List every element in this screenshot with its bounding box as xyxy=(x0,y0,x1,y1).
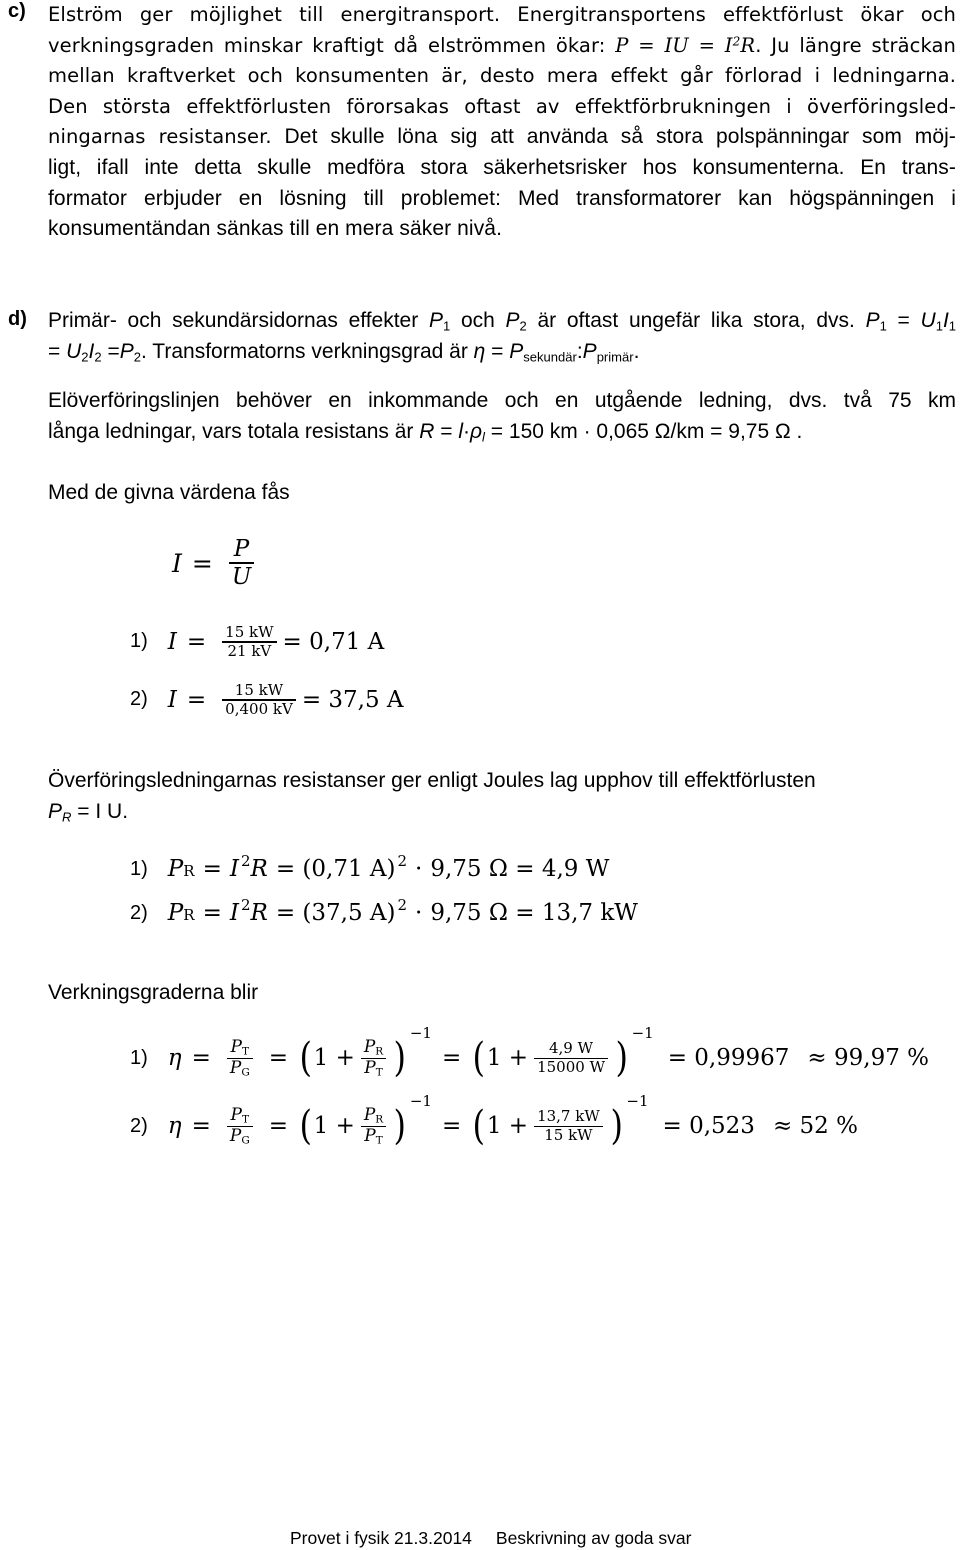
text-line: Elström ger möjlighet till energitransport. Energitransportens effektförlust ökar och xyxy=(48,3,956,26)
text-line: långa ledningar, vars totala resistans är $R = l\cdot\rho_l = 150$ km · 0,065 Ω/km = 9,75 Ω . xyxy=(48,419,803,444)
power-formula: P = IU = $I^2R$ xyxy=(615,33,756,57)
efficiency-calc-1: 1) η = $\frac{P_T}{P_G}$ = ( 1 + $\frac{P_R}{P_T}$ ) −1 = ( 1 + $\frac{4,9 W}{15000 W}$ ) −1 = 0,99967 ≈ 99,97 % xyxy=(130,1024,930,1082)
footer-left: Provet i fysik 21.3.2014 xyxy=(290,1528,472,1548)
text-segment: verkningsgraden minskar kraftigt då elströmmen ökar: xyxy=(48,33,606,57)
text-line: ligt, ifall inte detta skulle medföra stora säkerhetsrisker hos konsumenterna. En trans- xyxy=(48,155,956,179)
text-line: = $U_2I_2 =P_2$. Transformatorns verkningsgrad är $\eta = P_{sekundär}:P_{primär}$. xyxy=(48,339,640,364)
transmission-line-text xyxy=(48,386,956,447)
joule-text xyxy=(48,766,956,827)
text-line: mellan kraftverket och konsumenten är, desto mera effekt går förlorad i ledningarna. xyxy=(48,64,956,88)
text-line: Överföringsledningarnas resistanser ger enligt Joules lag upphov till effektförlusten xyxy=(48,769,816,792)
text-line: konsumentändan sänkas till en mera säker nivå. xyxy=(48,217,503,241)
loss-calc-1: 1) P R = I 2 R = (0,71 A) 2 · 9,75 Ω = 4,9 W xyxy=(130,852,610,882)
efficiency-text xyxy=(48,978,956,1009)
section-c-label: c) xyxy=(8,0,26,22)
footer-right: Beskrivning av goda svar xyxy=(495,1528,692,1548)
text-segment: Ju längre sträckan xyxy=(771,33,956,57)
efficiency-calc-2: 2) η = $\frac{P_T}{P_G}$ = ( 1 + $\frac{P_R}{P_T}$ ) −1 = ( 1 + $\frac{13,7 kW}{15 kW}$ ) −1 = 0,523 ≈ 52 % xyxy=(130,1092,858,1150)
section-d-label: d) xyxy=(8,308,27,330)
text-line: verkningsgraden minskar kraftigt då elströmmen ökar: P = IU = $I^2R$. Ju längre sträckan xyxy=(48,33,956,57)
loss-calc-2: 2) P R = I 2 R = (37,5 A) 2 · 9,75 Ω = 13,7 kW xyxy=(130,896,638,926)
current-calc-1: 1) I = $\frac{15 kW}{21 kV}$ = 0,71 A xyxy=(130,623,385,660)
current-calc-2: 2) I = $\frac{15 kW}{0,400 kV}$ = 37,5 A xyxy=(130,681,404,718)
text-line: Med de givna värdena fås xyxy=(48,481,290,504)
text-line: Primär- och sekundärsidornas effekter $P_1$ och $P_2$ är oftast ungefär lika stora, dvs. $P_1 = U_1I_1$ xyxy=(48,309,957,334)
text-line: $P_R = I$ U. xyxy=(48,799,129,824)
text-line: Elöverföringslinjen behöver en inkommande och en utgående ledning, dvs. två 75 km xyxy=(48,389,956,412)
section-d-intro xyxy=(48,306,956,367)
text-line: Verkningsgraderna blir xyxy=(48,981,259,1004)
section-c-text xyxy=(48,0,956,245)
given-values-text xyxy=(48,478,956,509)
text-line: formator erbjuder en lösning till problemet: Med transformatorer kan högspänningen i xyxy=(48,186,956,210)
text-line: Den största effektförlusten förorsakas oftast av effektförbrukningen i överföringsled- xyxy=(48,94,956,118)
page-footer xyxy=(290,1528,691,1549)
text-line: ningarnas resistanser. Det skulle löna sig att använda så stora polspänningar som möj- xyxy=(48,125,956,149)
current-formula: I = $\frac{P}{U}$ xyxy=(172,536,260,590)
